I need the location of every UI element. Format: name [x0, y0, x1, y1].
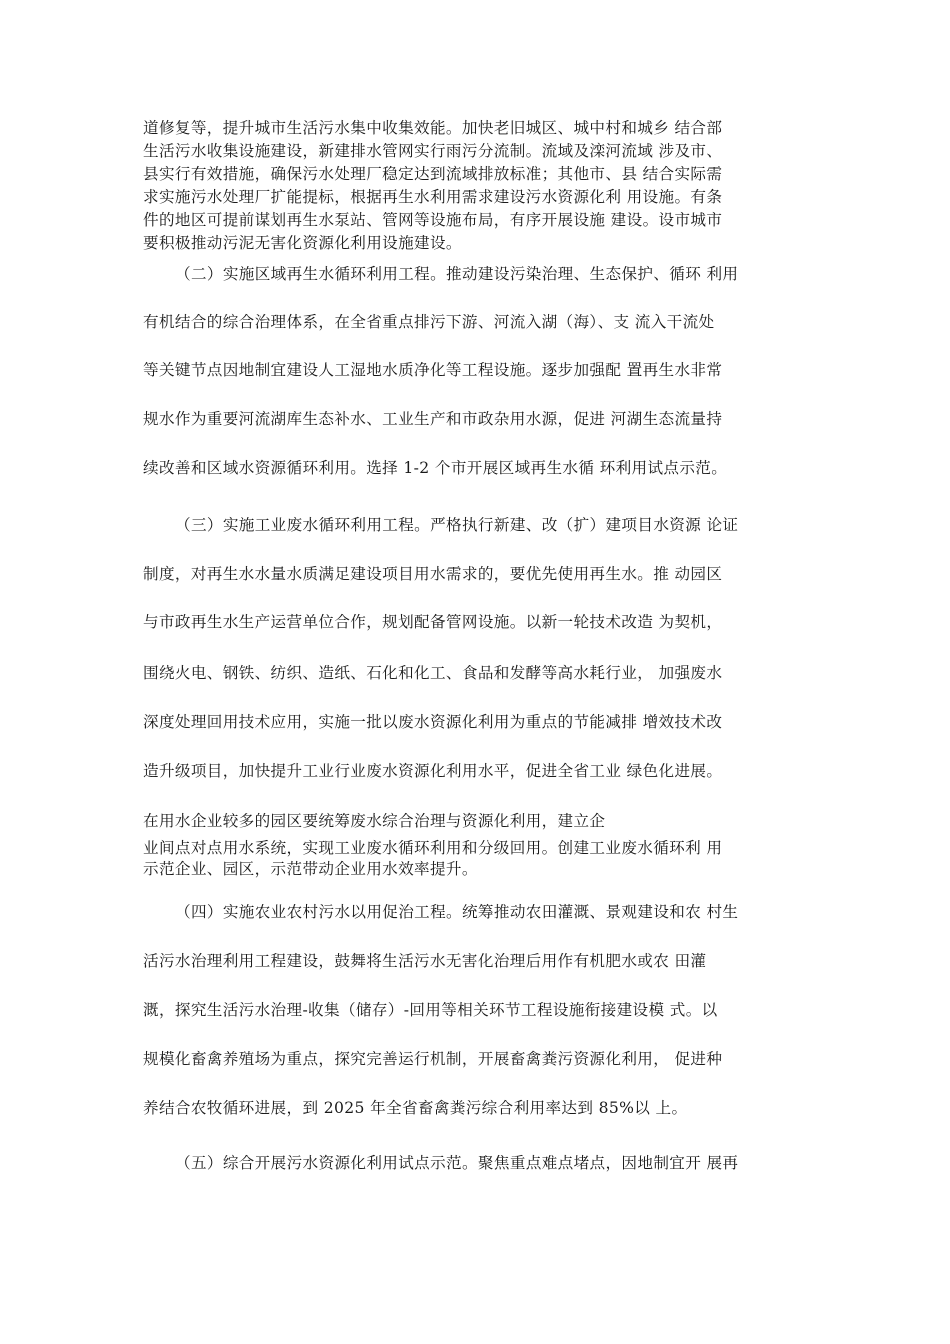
text-line: 件的地区可提前谋划再生水泵站、管网等设施布局，有序开展设施 建设。设市城市 — [143, 211, 723, 229]
text-line: 活污水治理利用工程建设，鼓舞将生活污水无害化治理后用作有机肥水或农 田灌 — [143, 952, 707, 970]
text-line: 续改善和区域水资源循环利用。选择 1-2 个市开展区域再生水循 环利用试点示范。 — [143, 459, 728, 477]
text-line: （五）综合开展污水资源化利用试点示范。聚焦重点难点堵点，因地制宜开 展再 — [175, 1154, 739, 1172]
text-line: 养结合农牧循环进展，到 2025 年全省畜禽粪污综合利用率达到 85%以 上。 — [143, 1099, 688, 1117]
text-line: 围绕火电、钢铁、纺织、造纸、石化和化工、食品和发酵等高水耗行业， 加强废水 — [143, 664, 723, 682]
text-line: （三）实施工业废水循环利用工程。严格执行新建、改（扩）建项目水资源 论证 — [175, 516, 739, 534]
text-line: 要积极推动污泥无害化资源化利用设施建设。 — [143, 234, 462, 252]
text-line: 在用水企业较多的园区要统筹废水综合治理与资源化利用，建立企 — [143, 812, 606, 830]
text-line: 有机结合的综合治理体系，在全省重点排污下游、河流入湖（海）、支 流入干流处 — [143, 313, 715, 331]
text-line: 造升级项目，加快提升工业行业废水资源化利用水平，促进全省工业 绿色化进展。 — [143, 762, 723, 780]
text-line: （二）实施区域再生水循环利用工程。推动建设污染治理、生态保护、循环 利用 — [175, 265, 739, 283]
text-line: 生活污水收集设施建设，新建排水管网实行雨污分流制。流域及滦河流域 涉及市、 — [143, 142, 723, 160]
text-line: 求实施污水处理厂扩能提标，根据再生水利用需求建设污水资源化利 用设施。有条 — [143, 188, 723, 206]
text-line: 制度，对再生水水量水质满足建设项目用水需求的，要优先使用再生水。推 动园区 — [143, 565, 723, 583]
text-line: 规水作为重要河流湖库生态补水、工业生产和市政杂用水源，促进 河湖生态流量持 — [143, 410, 723, 428]
text-line: 业间点对点用水系统，实现工业废水循环利用和分级回用。创建工业废水循环利 用 — [143, 839, 723, 857]
text-line: 深度处理回用技术应用，实施一批以废水资源化利用为重点的节能减排 增效技术改 — [143, 713, 723, 731]
text-line: （四）实施农业农村污水以用促治工程。统筹推动农田灌溉、景观建设和农 村生 — [175, 903, 739, 921]
text-line: 县实行有效措施，确保污水处理厂稳定达到流域排放标准；其他市、县 结合实际需 — [143, 165, 723, 183]
text-line: 道修复等，提升城市生活污水集中收集效能。加快老旧城区、城中村和城乡 结合部 — [143, 119, 723, 137]
text-line: 等关键节点因地制宜建设人工湿地水质净化等工程设施。逐步加强配 置再生水非常 — [143, 361, 723, 379]
text-line: 示范企业、园区，示范带动企业用水效率提升。 — [143, 860, 478, 878]
text-line: 规模化畜禽养殖场为重点，探究完善运行机制，开展畜禽粪污资源化利用， 促进种 — [143, 1050, 723, 1068]
text-line: 溉，探究生活污水治理-收集（储存）-回用等相关环节工程设施衔接建设模 式。以 — [143, 1001, 718, 1019]
text-line: 与市政再生水生产运营单位合作，规划配备管网设施。以新一轮技术改造 为契机， — [143, 613, 723, 631]
